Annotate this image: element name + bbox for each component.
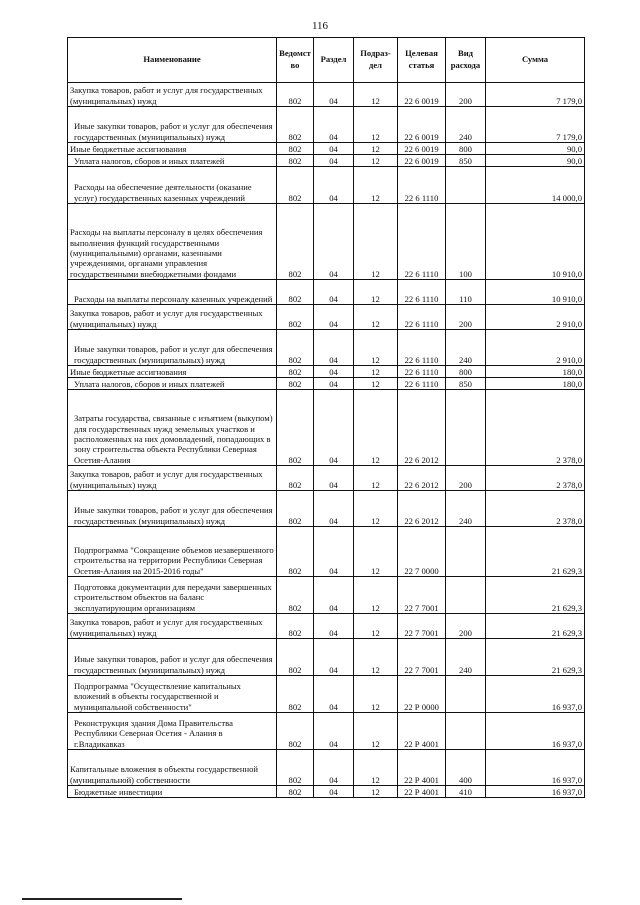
cell-vedomstvo: 802: [277, 466, 314, 491]
cell-summa: 16 937,0: [486, 786, 585, 798]
cell-vedomstvo: 802: [277, 378, 314, 390]
cell-vedomstvo: 802: [277, 167, 314, 204]
cell-vid: [446, 390, 486, 466]
table-row: [68, 107, 585, 143]
cell-podrazdel: 12: [354, 614, 398, 639]
cell-vedomstvo: 802: [277, 204, 314, 280]
cell-name: Иные закупки товаров, работ и услуг для обеспечения государственных (муниципальных) нужд: [68, 330, 277, 366]
cell-razdel: 04: [314, 204, 354, 280]
cell-summa: 21 629,3: [486, 577, 585, 614]
cell-vedomstvo: 802: [277, 676, 314, 713]
budget-table: [67, 37, 585, 798]
table-row: [68, 750, 585, 786]
table-row: [68, 155, 585, 167]
table-row: [68, 466, 585, 491]
cell-celevaya: 22 6 0019: [398, 107, 446, 143]
cell-vedomstvo: 802: [277, 491, 314, 527]
cell-summa: 16 937,0: [486, 713, 585, 750]
cell-razdel: 04: [314, 143, 354, 155]
header-celevaya: Целевая статья: [398, 38, 446, 83]
cell-podrazdel: 12: [354, 639, 398, 676]
cell-vid: 850: [446, 378, 486, 390]
cell-vid: [446, 167, 486, 204]
cell-celevaya: 22 6 1110: [398, 366, 446, 378]
cell-summa: 10 910,0: [486, 204, 585, 280]
cell-celevaya: 22 Р 4001: [398, 786, 446, 798]
table-header-row: [68, 38, 585, 83]
cell-summa: 14 000,0: [486, 167, 585, 204]
cell-name: Затраты государства, связанные с изъятием (выкупом) для государственных нужд земельных участков и расположенных на них домовладений, попадающих в зону строительства объекта Республики Северная Осетия-Алания: [68, 390, 277, 466]
cell-name: Расходы на выплаты персоналу казенных учреждений: [68, 280, 277, 305]
cell-podrazdel: 12: [354, 491, 398, 527]
cell-celevaya: 22 6 0019: [398, 83, 446, 107]
cell-podrazdel: 12: [354, 713, 398, 750]
cell-razdel: 04: [314, 330, 354, 366]
cell-celevaya: 22 6 1110: [398, 378, 446, 390]
cell-podrazdel: 12: [354, 83, 398, 107]
table-row: [68, 390, 585, 466]
cell-name: Расходы на выплаты персоналу в целях обеспечения выполнения функций государственными (муниципальными) органами, казенными учреждениями, органами управления государственными внебюджетными фондами: [68, 204, 277, 280]
cell-vedomstvo: 802: [277, 330, 314, 366]
cell-razdel: 04: [314, 167, 354, 204]
table-row: [68, 577, 585, 614]
cell-celevaya: 22 7 0000: [398, 527, 446, 577]
cell-name: Иные закупки товаров, работ и услуг для обеспечения государственных (муниципальных) нужд: [68, 107, 277, 143]
cell-summa: 2 378,0: [486, 390, 585, 466]
table-row: [68, 378, 585, 390]
cell-summa: 7 179,0: [486, 107, 585, 143]
cell-razdel: 04: [314, 280, 354, 305]
cell-vid: 850: [446, 155, 486, 167]
cell-celevaya: 22 7 7001: [398, 614, 446, 639]
cell-name: Закупка товаров, работ и услуг для государственных (муниципальных) нужд: [68, 466, 277, 491]
cell-celevaya: 22 6 1110: [398, 280, 446, 305]
table-row: [68, 676, 585, 713]
header-vid: Вид расхода: [446, 38, 486, 83]
cell-vedomstvo: 802: [277, 107, 314, 143]
cell-vid: 240: [446, 639, 486, 676]
table-row: [68, 366, 585, 378]
cell-vedomstvo: 802: [277, 614, 314, 639]
cell-celevaya: 22 6 2012: [398, 390, 446, 466]
table-row: [68, 713, 585, 750]
cell-summa: 90,0: [486, 143, 585, 155]
cell-vid: 100: [446, 204, 486, 280]
cell-celevaya: 22 6 0019: [398, 155, 446, 167]
cell-vid: [446, 577, 486, 614]
table-body: [68, 83, 585, 798]
cell-vedomstvo: 802: [277, 155, 314, 167]
table-row: [68, 527, 585, 577]
cell-celevaya: 22 Р 4001: [398, 750, 446, 786]
table-row: [68, 614, 585, 639]
cell-razdel: 04: [314, 390, 354, 466]
cell-razdel: 04: [314, 676, 354, 713]
cell-summa: 16 937,0: [486, 676, 585, 713]
cell-vid: 110: [446, 280, 486, 305]
cell-name: Иные закупки товаров, работ и услуг для обеспечения государственных (муниципальных) нужд: [68, 639, 277, 676]
cell-vid: 200: [446, 305, 486, 330]
table-row: [68, 83, 585, 107]
cell-celevaya: 22 6 1110: [398, 167, 446, 204]
cell-celevaya: 22 Р 4001: [398, 713, 446, 750]
cell-vid: [446, 713, 486, 750]
cell-podrazdel: 12: [354, 330, 398, 366]
table-row: [68, 491, 585, 527]
cell-name: Уплата налогов, сборов и иных платежей: [68, 155, 277, 167]
cell-celevaya: 22 6 0019: [398, 143, 446, 155]
cell-name: Закупка товаров, работ и услуг для государственных (муниципальных) нужд: [68, 614, 277, 639]
cell-vedomstvo: 802: [277, 83, 314, 107]
table-row: [68, 167, 585, 204]
header-razdel: Раздел: [314, 38, 354, 83]
cell-podrazdel: 12: [354, 155, 398, 167]
cell-podrazdel: 12: [354, 466, 398, 491]
cell-name: Реконструкция здания Дома Правительства Республики Северная Осетия - Алания в г.Владикавказ: [68, 713, 277, 750]
cell-vid: 200: [446, 614, 486, 639]
cell-razdel: 04: [314, 378, 354, 390]
table-row: [68, 143, 585, 155]
cell-razdel: 04: [314, 155, 354, 167]
table-row: [68, 305, 585, 330]
cell-razdel: 04: [314, 466, 354, 491]
table-row: [68, 330, 585, 366]
cell-vid: 800: [446, 143, 486, 155]
cell-summa: 2 378,0: [486, 491, 585, 527]
cell-podrazdel: 12: [354, 750, 398, 786]
cell-summa: 90,0: [486, 155, 585, 167]
cell-name: Расходы на обеспечение деятельности (оказание услуг) государственных казенных учреждений: [68, 167, 277, 204]
cell-celevaya: 22 6 2012: [398, 491, 446, 527]
cell-vid: 800: [446, 366, 486, 378]
table-row: [68, 786, 585, 798]
cell-vid: 240: [446, 330, 486, 366]
cell-summa: 10 910,0: [486, 280, 585, 305]
cell-summa: 2 910,0: [486, 330, 585, 366]
cell-name: Уплата налогов, сборов и иных платежей: [68, 378, 277, 390]
cell-razdel: 04: [314, 639, 354, 676]
cell-vedomstvo: 802: [277, 280, 314, 305]
cell-podrazdel: 12: [354, 676, 398, 713]
table-row: [68, 280, 585, 305]
cell-celevaya: 22 7 7001: [398, 639, 446, 676]
table-row: [68, 639, 585, 676]
cell-razdel: 04: [314, 786, 354, 798]
cell-celevaya: 22 Р 0000: [398, 676, 446, 713]
cell-name: Закупка товаров, работ и услуг для государственных (муниципальных) нужд: [68, 305, 277, 330]
cell-summa: 7 179,0: [486, 83, 585, 107]
cell-razdel: 04: [314, 614, 354, 639]
cell-vid: 200: [446, 83, 486, 107]
cell-podrazdel: 12: [354, 107, 398, 143]
cell-name: Подпрограмма "Сокращение объемов незавершенного строительства на территории Республики Северная Осетия-Алания на 2015-2016 годы": [68, 527, 277, 577]
cell-razdel: 04: [314, 305, 354, 330]
cell-vid: 410: [446, 786, 486, 798]
cell-summa: 21 629,3: [486, 639, 585, 676]
cell-podrazdel: 12: [354, 527, 398, 577]
cell-vid: 200: [446, 466, 486, 491]
footer-rule: [22, 898, 182, 900]
cell-vedomstvo: 802: [277, 577, 314, 614]
cell-summa: 2 910,0: [486, 305, 585, 330]
cell-vedomstvo: 802: [277, 305, 314, 330]
cell-summa: 21 629,3: [486, 614, 585, 639]
cell-name: Бюджетные инвестиции: [68, 786, 277, 798]
cell-vid: 400: [446, 750, 486, 786]
cell-name: Иные бюджетные ассигнования: [68, 143, 277, 155]
cell-podrazdel: 12: [354, 305, 398, 330]
cell-razdel: 04: [314, 107, 354, 143]
cell-vedomstvo: 802: [277, 390, 314, 466]
cell-razdel: 04: [314, 750, 354, 786]
cell-vedomstvo: 802: [277, 143, 314, 155]
cell-vid: [446, 676, 486, 713]
cell-podrazdel: 12: [354, 143, 398, 155]
cell-vid: 240: [446, 491, 486, 527]
cell-razdel: 04: [314, 366, 354, 378]
cell-podrazdel: 12: [354, 378, 398, 390]
cell-podrazdel: 12: [354, 167, 398, 204]
cell-name: Иные бюджетные ассигнования: [68, 366, 277, 378]
cell-name: Подготовка документации для передачи завершенных строительством объектов на баланс эксплуатирующим организациям: [68, 577, 277, 614]
cell-podrazdel: 12: [354, 390, 398, 466]
cell-celevaya: 22 6 1110: [398, 330, 446, 366]
cell-vedomstvo: 802: [277, 786, 314, 798]
cell-razdel: 04: [314, 491, 354, 527]
page-number: 116: [311, 20, 329, 32]
header-podrazdel: Подраз- дел: [354, 38, 398, 83]
cell-celevaya: 22 6 1110: [398, 305, 446, 330]
cell-podrazdel: 12: [354, 786, 398, 798]
cell-podrazdel: 12: [354, 577, 398, 614]
cell-summa: 2 378,0: [486, 466, 585, 491]
cell-podrazdel: 12: [354, 280, 398, 305]
cell-summa: 180,0: [486, 378, 585, 390]
cell-vedomstvo: 802: [277, 639, 314, 676]
cell-celevaya: 22 7 7001: [398, 577, 446, 614]
cell-name: Закупка товаров, работ и услуг для государственных (муниципальных) нужд: [68, 83, 277, 107]
cell-podrazdel: 12: [354, 204, 398, 280]
cell-celevaya: 22 6 1110: [398, 204, 446, 280]
cell-summa: 21 629,3: [486, 527, 585, 577]
cell-razdel: 04: [314, 577, 354, 614]
cell-summa: 180,0: [486, 366, 585, 378]
cell-vedomstvo: 802: [277, 366, 314, 378]
cell-razdel: 04: [314, 83, 354, 107]
cell-razdel: 04: [314, 713, 354, 750]
cell-vid: 240: [446, 107, 486, 143]
cell-summa: 16 937,0: [486, 750, 585, 786]
cell-name: Иные закупки товаров, работ и услуг для обеспечения государственных (муниципальных) нужд: [68, 491, 277, 527]
cell-vedomstvo: 802: [277, 527, 314, 577]
cell-vid: [446, 527, 486, 577]
cell-vedomstvo: 802: [277, 750, 314, 786]
cell-name: Капитальные вложения в объекты государственной (муниципальной) собственности: [68, 750, 277, 786]
cell-razdel: 04: [314, 527, 354, 577]
header-vedomstvo: Ведомст во: [277, 38, 314, 83]
cell-vedomstvo: 802: [277, 713, 314, 750]
cell-name: Подпрограмма "Осуществление капитальных вложений в объекты государственной и муниципальной собственности": [68, 676, 277, 713]
table-row: [68, 204, 585, 280]
cell-celevaya: 22 6 2012: [398, 466, 446, 491]
header-name: Наименование: [68, 38, 277, 83]
cell-podrazdel: 12: [354, 366, 398, 378]
header-summa: Сумма: [486, 38, 585, 83]
